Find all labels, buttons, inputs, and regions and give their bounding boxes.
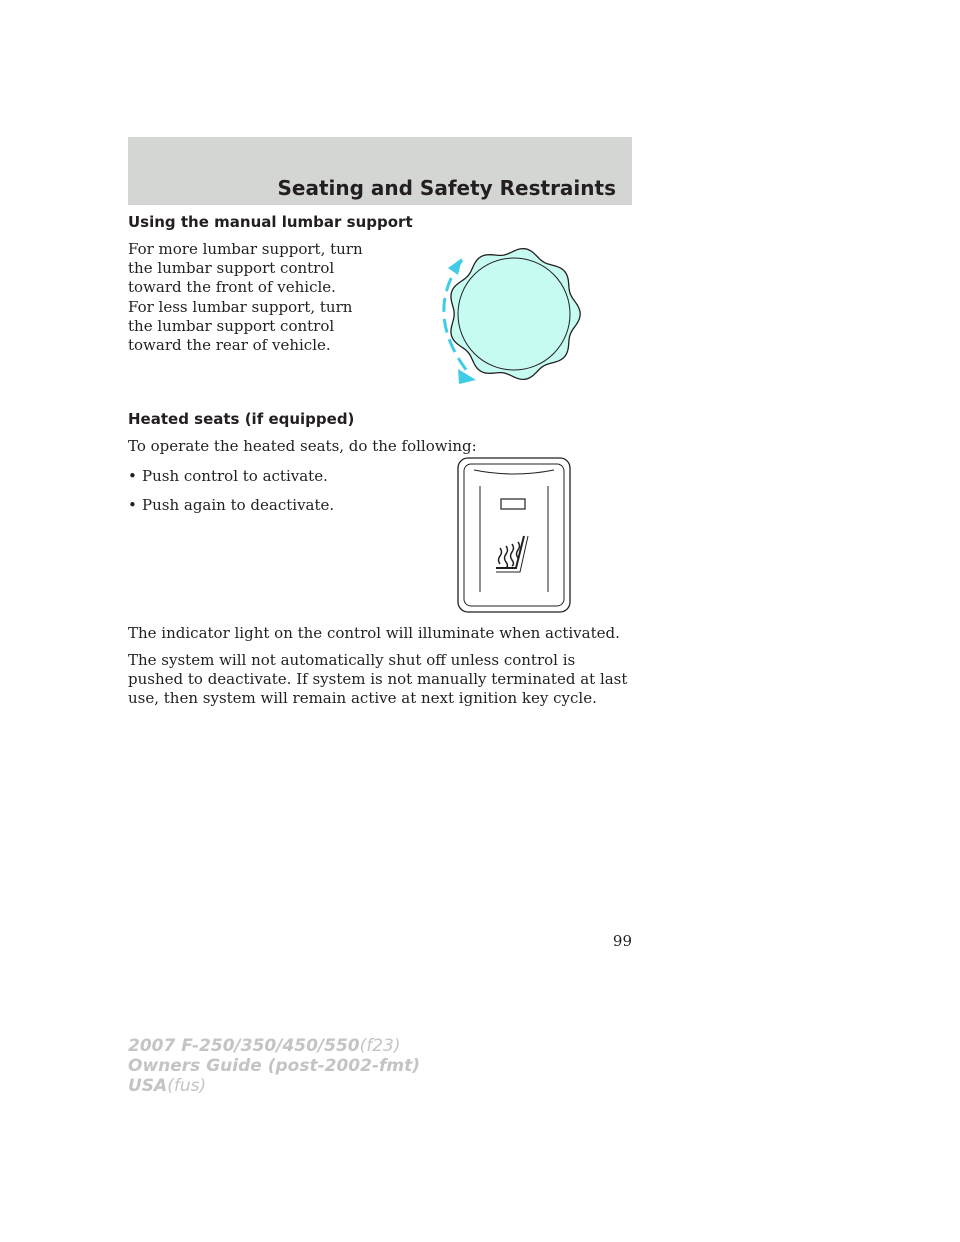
heated-bullet-1 bbox=[128, 467, 328, 486]
section-header bbox=[128, 137, 632, 205]
bullet-text: Push control to activate. bbox=[142, 467, 328, 485]
heated-bullet-2 bbox=[128, 496, 334, 515]
footer-line-2: Owners Guide (post-2002-fmt) bbox=[128, 1056, 421, 1076]
heated-intro: To operate the heated seats, do the following: bbox=[128, 437, 477, 455]
page-number: 99 bbox=[612, 932, 632, 950]
bullet-dot: • bbox=[128, 467, 137, 485]
lumbar-heading: Using the manual lumbar support bbox=[128, 213, 413, 231]
bullet-text: Push again to deactivate. bbox=[142, 496, 335, 514]
lumbar-paragraph-less: For less lumbar support, turn the lumbar support control toward the rear of vehicle. bbox=[128, 298, 353, 354]
bullet-dot: • bbox=[128, 496, 137, 514]
footer-market: USA bbox=[128, 1076, 168, 1096]
section-title: Seating and Safety Restraints bbox=[277, 176, 616, 200]
footer-doc-info bbox=[128, 1036, 420, 1096]
lumbar-paragraph-more: For more lumbar support, turn the lumbar support control toward the front of vehicle. bbox=[128, 240, 363, 296]
heated-indicator-text: The indicator light on the control will illuminate when activated. bbox=[128, 624, 620, 642]
footer-model: 2007 F-250/350/450/550 bbox=[128, 1036, 360, 1056]
footer-line-3 bbox=[128, 1076, 420, 1096]
footer-model-code: (f23) bbox=[359, 1036, 401, 1056]
heated-system-text: The system will not automatically shut off unless control is pushed to deactivate. If system is not manually terminated at last use, then system will remain active at next ignition key cycle. bbox=[128, 651, 628, 707]
footer-line-1 bbox=[128, 1036, 420, 1056]
lumbar-knob-icon bbox=[418, 238, 588, 388]
heated-seat-switch-icon bbox=[456, 456, 572, 614]
heated-heading: Heated seats (if equipped) bbox=[128, 410, 355, 428]
footer-market-code: (fus) bbox=[167, 1076, 207, 1096]
